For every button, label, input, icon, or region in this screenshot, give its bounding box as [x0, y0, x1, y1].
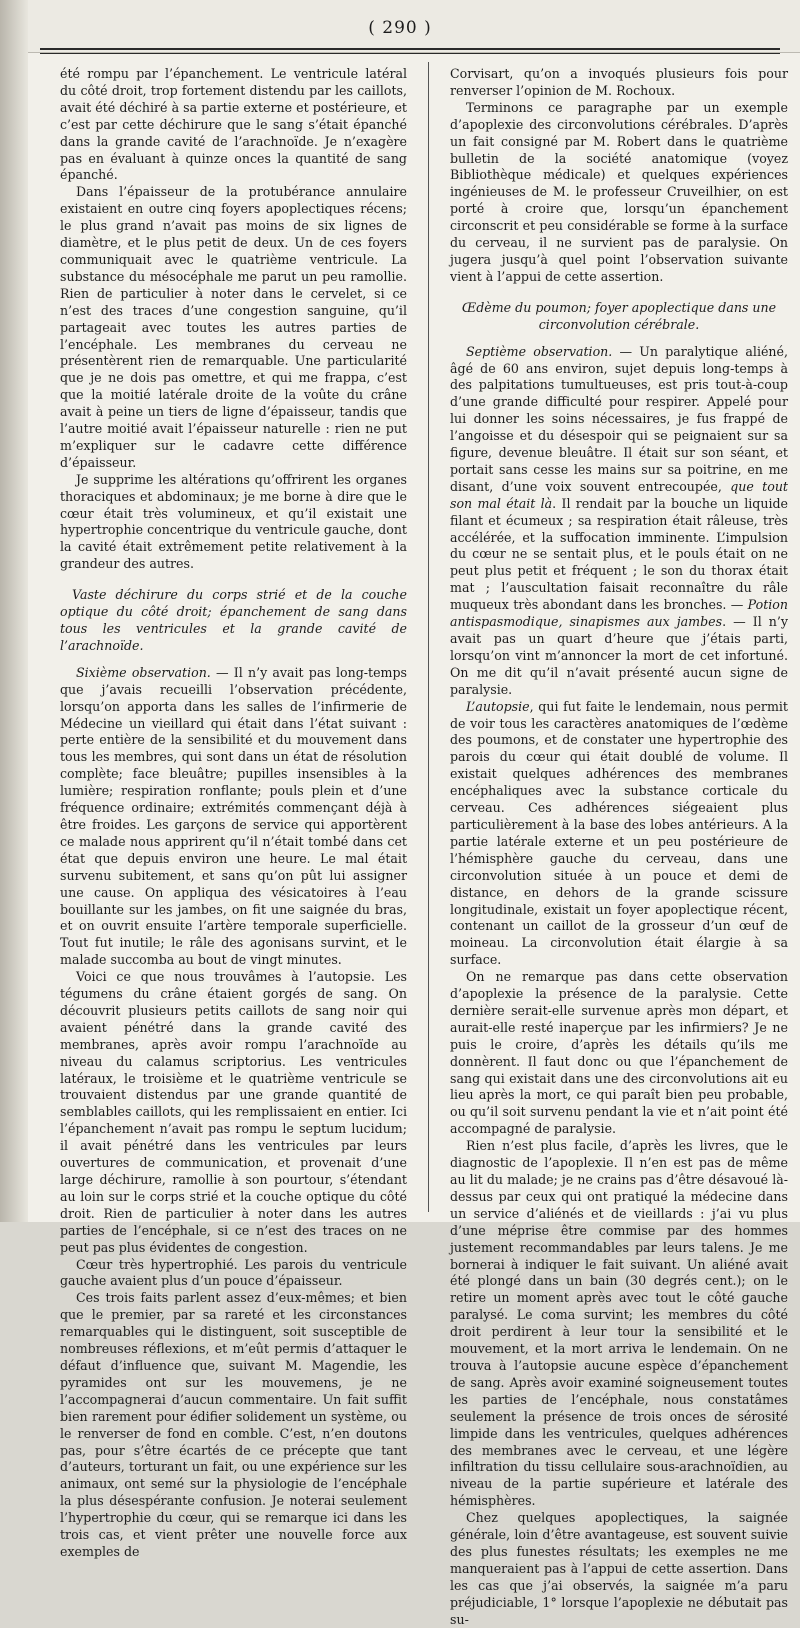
- treatment-note: Potion antispasmodique, sinapismes aux jambes: [450, 597, 788, 630]
- paragraph: Ces trois faits parlent assez d’eux-mêmes; et bien que le premier, par sa rareté et les circonstances remarquables qui le distinguent, soit susceptible de nombreuses réflexions, et m’eût permis d’attaquer le défaut d’influence que, suivant M. Magendie, les pyramides ont sur les mouvemens, je ne l’accompagnerai d’aucun commentaire. Un fait suffit bien rarement pour édifier solidement un système, ou le renverser de fond en comble. C’est, n’en doutons pas, pour s’être écartés de ce précepte que tant d’auteurs, torturant un fait, ou une expérience sur les animaux, ont semé sur la physiologie de l’encéphale la plus désespérante confusion. Je noterai seulement l’hypertrophie du cœur, qui se remarque ici dans les trois cas, et vient prêter une nouvelle force aux exemples de: [60, 1290, 407, 1559]
- page-binding-edge: [0, 0, 28, 1222]
- paragraph: été rompu par l’épanchement. Le ventricule latéral du côté droit, trop fortement distendu par les caillots, avait été déchiré à sa partie externe et postérieure, et c’est par cette déchirure que le sang s’était épanché dans la grande cavité de l’arachnoïde. Je n’exagère pas en évaluant à quinze onces la quantité de sang épanché.: [60, 66, 407, 183]
- paragraph: Rien n’est plus facile, d’après les livres, que le diagnostic de l’apoplexie. Il n’en est pas de même au lit du malade; je ne crains pas d’être désavoué là-dessus par ceux qui ont pratiqué la médecine dans un service d’aliénés et de vieillards : j’ai vu plus d’une méprise être commise par des hommes justement recommandables par leurs talens. Je me bornerai à indiquer le fait suivant. Un aliéné avait été plongé dans un bain (30 degrés cent.); on le retire un moment après avec tout le côté gauche paralysé. Le coma survint; les membres du côté droit perdirent à leur tour la sensibilité et le mouvement, et la mort arriva le lendemain. On ne trouva à l’autopsie aucune espèce d’épanchement de sang. Après avoir examiné soigneusement toutes les parties de l’encéphale, nous constatâmes seulement la présence de trois onces de sérosité limpide dans les ventricules, quelques adhérences des membranes avec le cerveau, et une légère infiltration du tissu cellulaire sous-arachnoïdien, au niveau de la partie supérieure et latérale des hémisphères.: [450, 1138, 788, 1509]
- paragraph-text: — Un paralytique aliéné, âgé de 60 ans environ, sujet depuis long-temps à des palpitations tumultueuses, est pris tout-à-coup d’une grande difficulté pour respirer. Appelé pour lui donner les soins nécessaires, je fus frappé de l’angoisse et du désespoir qui se peignaient sur sa figure, devenue bleuâtre. Il était sur son séant, et portait sans cesse les mains sur sa poitrine, en me disant, d’une voix souvent entrecoupée,: [450, 343, 788, 494]
- paragraph: Corvisart, qu’on a invoqués plusieurs fois pour renverser l’opinion de M. Rochoux.: [450, 66, 788, 98]
- observation-label: Sixième observation.: [76, 664, 211, 680]
- paragraph-text: . — Il n’y avait pas un quart d’heure que j’étais parti, lorsqu’on vint m’annoncer la mort de cet infortuné. On me dit qu’il n’avait présenté aucun signe de paralysie.: [450, 614, 788, 697]
- header-rule: [40, 48, 780, 50]
- paragraph: Cœur très hypertrophié. Les parois du ventricule gauche avaient plus d’un pouce d’épaisseur.: [60, 1256, 407, 1289]
- paragraph: On ne remarque pas dans cette observation d’apoplexie la présence de la paralysie. Cette dernière serait-elle survenue après mon départ, et aurait-elle resté inaperçue par les infirmiers? Je ne puis le croire, d’après les détails qu’ils me donnèrent. Il faut donc ou que l’épanchement de sang qui existait dans une des circonvolutions ait eu lieu après la mort, ce qui paraît bien peu probable, ou qu’il soit survenu pendant la vie et n’ait point été accompagné de paralysie.: [450, 969, 788, 1137]
- observation-label: Septième observation.: [466, 343, 613, 359]
- column-divider: [428, 62, 429, 1212]
- section-heading: Œdème du poumon; foyer apoplectique dans une circonvolution cérébrale.: [461, 299, 777, 332]
- right-column: [450, 66, 788, 1627]
- paragraph: Dans l’épaisseur de la protubérance annulaire existaient en outre cinq foyers apoplectiques récens; le plus grand n’avait pas moins de six lignes de diamètre, et le plus petit de deux. Un de ces foyers communiquait avec le quatrième ventricule. La substance du mésocéphale me parut un peu ramollie. Rien de particulier à noter dans le cervelet, si ce n’est des traces d’une congestion sanguine, qu’il partageait avec toutes les autres parties de l’encéphale. Les membranes du cerveau ne présentèrent rien de remarquable. Une particularité que je ne dois pas omettre, et qui me frappa, c’est que la moitié latérale droite de la voûte du crâne avait à peine un tiers de ligne d’épaisseur, tandis que l’autre moitié avait l’épaisseur naturelle : rien ne put m’expliquer sur le cadavre cette différence d’épaisseur.: [60, 184, 407, 470]
- left-column: [60, 66, 407, 1559]
- paragraph: Chez quelques apoplectiques, la saignée générale, loin d’être avantageuse, est souvent suivie des plus funestes résultats; les exemples ne me manqueraient pas à l’appui de cette assertion. Dans les cas que j’ai observés, la saignée m’a paru préjudiciable, 1° lorsque l’apoplexie ne débutait pas su-: [450, 1510, 788, 1627]
- page-number: ( 290 ): [368, 18, 432, 38]
- paragraph: Voici ce que nous trouvâmes à l’autopsie. Les tégumens du crâne étaient gorgés de sang. On découvrit plusieurs petits caillots de sang noir qui avaient pénétré dans la grande cavité des membranes, après avoir rompu l’arachnoïde au niveau du calamus scriptorius. Les ventricules latéraux, le troisième et le quatrième ventricule se trouvaient distendus par une grande quantité de semblables caillots, qui les remplissaient en entier. Ici l’épanchement n’avait pas rompu le septum lucidum; il avait pénétré dans les ventricules par leurs ouvertures de communication, et provenait d’une large déchirure, ramollie à son pourtour, s’étendant au loin sur le corps strié et la couche optique du côté droit. Rien de particulier à noter dans les autres parties de l’encéphale, si ce n’est des traces on ne peut pas plus évidentes de congestion.: [60, 969, 407, 1255]
- paragraph-text: , qui fut faite le lendemain, nous permit de voir tous les caractères anatomiques de l’œdème des poumons, et de constater une hypertrophie des parois du cœur qui était doublé de volume. Il existait quelques adhérences des membranes encéphaliques avec la substance corticale du cerveau. Ces adhérences siégeaient plus particulièrement à la base des lobes antérieurs. A la partie latérale externe et un peu postérieure de l’hémisphère gauche du cerveau, dans une circonvolution située à un pouce et demi de distance, en dehors de la grande scissure longitudinale, existait un foyer apoplectique récent, contenant un caillot de la grosseur d’un œuf de moineau. La circonvolution était élargie à sa surface.: [450, 698, 788, 968]
- paragraph: Je supprime les altérations qu’offrirent les organes thoraciques et abdominaux; je me borne à dire que le cœur était très volumineux, et qu’il existait une hypertrophie concentrique du ventricule gauche, dont la cavité était extrêmement petite relativement à la grandeur des autres.: [60, 471, 407, 572]
- paragraph-text: — Il n’y avait pas long-temps que j’avais recueilli l’observation précédente, lorsqu’on apporta dans les salles de l’infirmerie de Médecine un vieillard qui était dans l’état suivant : perte entière de la sensibilité et du mouvement dans tous les membres, qui sont dans un état de résolution complète; face bleuâtre; pupilles insensibles à la lumière; respiration ronflante; pouls plein et d’une fréquence ordinaire; extrémités commençant déjà à être froides. Les garçons de service qui apportèrent ce malade nous apprirent qu’il n’était tombé dans cet état que depuis environ une heure. Le mal était survenu subitement, et sans qu’on pût lui assigner une cause. On appliqua des vésicatoires à l’eau bouillante sur les jambes, on fit une saignée du bras, et on ouvrit ensuite l’artère temporale superficielle. Tout fut inutile; le râle des agonisans survint, et le malade succomba au bout de vingt minutes.: [60, 664, 407, 968]
- autopsy-label: L’autopsie: [466, 698, 530, 714]
- paragraph: [450, 699, 788, 970]
- quoted-words: que tout son mal était là: [450, 478, 788, 511]
- paragraph: Terminons ce paragraphe par un exemple d’apoplexie des circonvolutions cérébrales. D’après un fait consigné par M. Robert dans le quatrième bulletin de la société anatomique (voyez Bibliothèque médicale) et quelques expériences ingénieuses de M. le professeur Cruveilhier, on est porté à croire que, lorsqu’un épanchement circonscrit et peu considérable se forme à la surface du cerveau, il ne survient pas de paralysie. On jugera jusqu’à quel point l’observation suivante vient à l’appui de cette assertion.: [450, 99, 788, 284]
- section-heading: Vaste déchirure du corps strié et de la couche optique du côté droit; épanchement de sang dans tous les ventricules et la grande cavité de l’arachnoïde.: [60, 587, 407, 653]
- paragraph: [450, 344, 788, 699]
- paragraph-text: . Il rendait par la bouche un liquide filant et écumeux ; sa respiration était râleuse, très accélérée, et la suffocation imminente. L’impulsion du cœur ne se sentait plus, et le pouls était on ne peut plus petit et fréquent ; le son du thorax était mat ; l’auscultation faisait reconnaître du râle muqueux très abondant dans les bronches. —: [450, 495, 788, 613]
- paragraph: [60, 665, 407, 969]
- header-rule-thin: [40, 53, 780, 54]
